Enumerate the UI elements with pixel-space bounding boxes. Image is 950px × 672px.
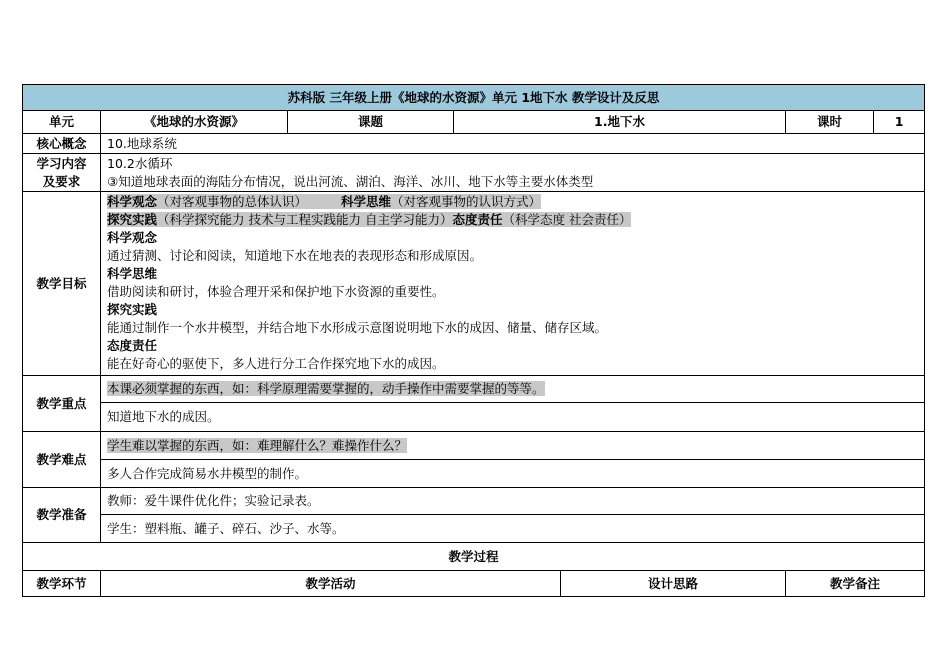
- key-points-hint: 本课必须掌握的东西，如：科学原理需要掌握的，动手操作中需要掌握的等等。: [107, 381, 545, 396]
- objective-heading: 态度责任: [107, 338, 158, 353]
- objective-heading: 科学思维: [107, 266, 158, 281]
- difficulties-hint-cell: [101, 432, 925, 460]
- key-points-label: 教学重点: [23, 376, 101, 432]
- hint-concept-desc: （对客观事物的总体认识）: [157, 194, 308, 209]
- hint-practice-desc: （科学探究能力 技术与工程实践能力 自主学习能力）: [157, 212, 453, 227]
- unit-row: [23, 111, 925, 134]
- hint-thinking-label: 科学思维: [341, 194, 392, 209]
- content-line-1: 10.2水循环: [107, 155, 173, 171]
- objective-text: 能在好奇心的驱使下，多人进行分工合作探究地下水的成因。: [107, 356, 445, 371]
- difficulties-row: [23, 460, 925, 488]
- objective-heading: 探究实践: [107, 302, 158, 317]
- hint-practice-label: 探究实践: [107, 212, 158, 227]
- process-col-design: 设计思路: [561, 571, 786, 597]
- objectives-row: [23, 192, 925, 376]
- process-col-activity: 教学活动: [101, 571, 561, 597]
- content-label-line-1: 学习内容: [36, 155, 87, 171]
- objectives-value: [101, 192, 925, 376]
- preparation-teacher: 教师：爱牛课件优化件；实验记录表。: [101, 488, 925, 515]
- period-value: 1: [874, 111, 925, 134]
- objective-heading: 科学观念: [107, 230, 158, 245]
- hint-thinking-desc: （对客观事物的认识方式）: [391, 194, 542, 209]
- unit-value: 《地球的水资源》: [101, 111, 288, 134]
- lesson-plan-table: [22, 84, 925, 597]
- objectives-label: 教学目标: [23, 192, 101, 376]
- process-col-notes: 教学备注: [786, 571, 925, 597]
- unit-label: 单元: [23, 111, 101, 134]
- process-col-stage: 教学环节: [23, 571, 101, 597]
- content-row: [23, 154, 925, 192]
- hint-attitude-desc: （科学态度 社会责任）: [502, 212, 632, 227]
- period-label: 课时: [786, 111, 874, 134]
- hint-concept-label: 科学观念: [107, 194, 158, 209]
- difficulties-value: 多人合作完成简易水井模型的制作。: [101, 460, 925, 488]
- objectives-hint-1: [107, 193, 918, 211]
- objectives-hint-2: [107, 211, 918, 229]
- document-title: 苏科版 三年级上册《地球的水资源》单元 1地下水 教学设计及反思: [23, 85, 925, 111]
- content-line-2: ③知道地球表面的海陆分布情况，说出河流、湖泊、海洋、冰川、地下水等主要水体类型: [107, 173, 594, 189]
- key-points-hint-cell: [101, 376, 925, 403]
- title-row: [23, 85, 925, 111]
- preparation-label: 教学准备: [23, 488, 101, 543]
- content-value: [101, 154, 925, 192]
- lesson-label: 课题: [288, 111, 454, 134]
- objective-text: 通过猜测、讨论和阅读，知道地下水在地表的表现形态和形成原因。: [107, 248, 483, 263]
- core-concept-row: [23, 134, 925, 154]
- process-title-row: [23, 543, 925, 571]
- process-title: 教学过程: [23, 543, 925, 571]
- hint-attitude-label: 态度责任: [452, 212, 503, 227]
- key-points-value: 知道地下水的成因。: [101, 403, 925, 432]
- process-header-row: [23, 571, 925, 597]
- content-label: [23, 154, 101, 192]
- preparation-student: 学生：塑料瓶、罐子、碎石、沙子、水等。: [101, 515, 925, 543]
- difficulties-hint: 学生难以掌握的东西，如：难理解什么？难操作什么？: [107, 437, 408, 453]
- content-label-line-2: 及要求: [42, 173, 81, 189]
- key-points-hint-row: [23, 376, 925, 403]
- lesson-value: 1.地下水: [454, 111, 786, 134]
- difficulties-label: 教学难点: [23, 432, 101, 488]
- objective-text: 借助阅读和研讨，体验合理开采和保护地下水资源的重要性。: [107, 284, 445, 299]
- core-concept-label: 核心概念: [23, 134, 101, 154]
- core-concept-value: 10.地球系统: [101, 134, 925, 154]
- key-points-row: [23, 403, 925, 432]
- objective-text: 能通过制作一个水井模型，并结合地下水形成示意图说明地下水的成因、储量、储存区域。: [107, 320, 608, 335]
- preparation-student-row: [23, 515, 925, 543]
- difficulties-hint-row: [23, 432, 925, 460]
- preparation-teacher-row: [23, 488, 925, 515]
